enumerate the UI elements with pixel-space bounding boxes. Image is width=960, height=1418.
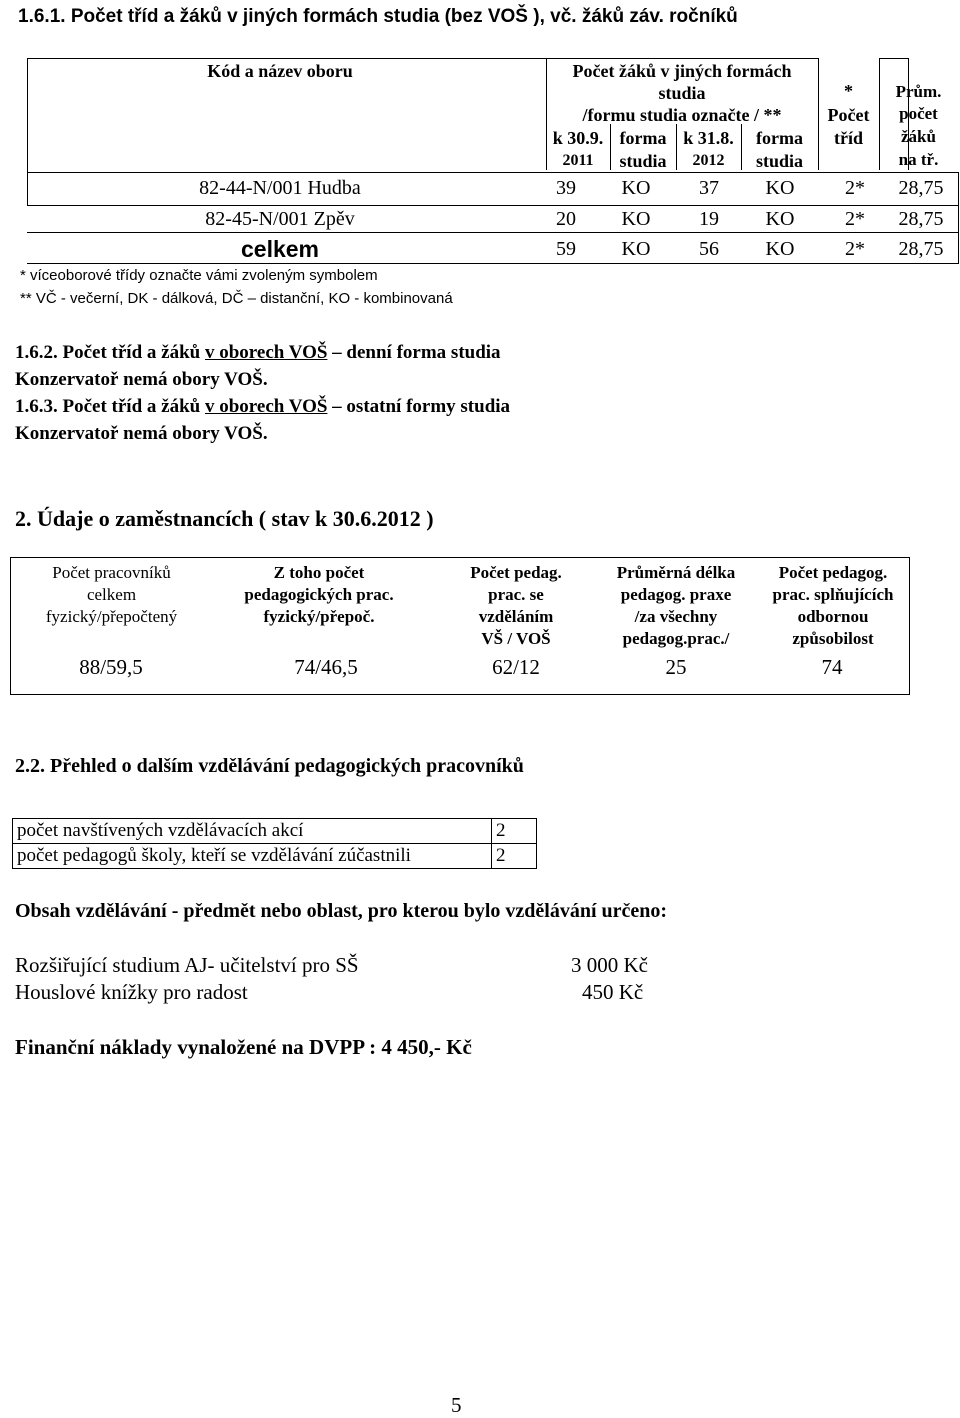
- obsah-heading: Obsah vzdělávání - předmět nebo oblast, pro kterou bylo vzdělávání určeno:: [15, 900, 668, 922]
- training-value: 2: [492, 819, 537, 844]
- section-heading-22: 2.2. Přehled o dalším vzdělávání pedagogických pracovníků: [15, 755, 524, 777]
- financni-naklady: Finanční náklady vynaložené na DVPP : 4 450,- Kč: [15, 1035, 472, 1059]
- value-pracovniku: 88/59,5: [79, 655, 143, 679]
- header-kod-nazev: Kód a název oboru: [207, 61, 353, 81]
- header-vzdelani-line4: VŠ / VOŠ: [481, 629, 551, 648]
- table-row-celkem-f2: KO: [765, 238, 795, 260]
- header-forma2-line2: studia: [755, 151, 804, 171]
- header-prum-line2: počet: [899, 104, 938, 123]
- header-vzdelani-line3: vzděláním: [478, 607, 554, 626]
- header-delka-line3: /za všechny: [634, 607, 718, 626]
- header-odbornou-line4: způsobilost: [792, 629, 874, 648]
- header-k3009-line1: k 30.9.: [552, 128, 604, 148]
- table-row-celkem-v2: 56: [699, 238, 719, 260]
- header-forma2-line1: forma: [756, 128, 803, 148]
- section-heading-162: [15, 342, 501, 364]
- table-row-zpev-v2: 19: [699, 208, 719, 230]
- footnote-forms: ** VČ - večerní, DK - dálková, DČ – distanční, KO - kombinovaná: [20, 290, 453, 307]
- header-ztoho-line3: fyzický/přepoč.: [263, 607, 375, 626]
- header-vzdelani: [441, 562, 591, 650]
- header-pocet-pracovniku: [19, 562, 204, 628]
- header-prum-line3: žáků: [901, 127, 936, 146]
- header-forma1-line1: forma: [619, 128, 667, 148]
- table-row-hudba-v1: 39: [556, 177, 576, 199]
- table-training: [12, 818, 537, 869]
- table-row-hudba-f1: KO: [621, 177, 651, 199]
- header-pocet-zaku: [546, 60, 818, 126]
- heading-163-prefix: 1.6.3. Počet tříd a žáků: [15, 396, 205, 417]
- training-label: počet navštívených vzdělávacích akcí: [13, 819, 492, 844]
- table-row: [13, 844, 537, 869]
- course-name: Rozšiřující studium AJ- učitelství pro SŠ: [15, 953, 359, 977]
- header-prumerna-delka: [601, 562, 751, 650]
- header-vzdelani-line2: prac. se: [488, 585, 544, 604]
- table-row-zpev-name: 82-45-N/001 Zpěv: [205, 208, 355, 230]
- training-value: 2: [492, 844, 537, 869]
- header-ztoho-line2: pedagogických prac.: [244, 585, 394, 604]
- table-row-celkem-prum: 28,75: [898, 238, 944, 260]
- heading-162-suffix: – denní forma studia: [327, 342, 501, 363]
- value-vzdelanim: 62/12: [492, 655, 540, 679]
- header-delka-line4: pedagog.prac./: [622, 629, 730, 648]
- course-cost: 450 Kč: [582, 980, 644, 1004]
- table-row-hudba-f2: KO: [765, 177, 795, 199]
- header-ztoho-line1: Z toho počet: [273, 563, 365, 582]
- text-163: Konzervatoř nemá obory VOŠ.: [15, 423, 268, 444]
- table-row-hudba-v2: 37: [699, 177, 719, 199]
- table-row-celkem-v1: 59: [556, 238, 576, 260]
- table-row-hudba-trid: 2*: [845, 177, 865, 199]
- table-row-zpev-trid: 2*: [845, 208, 865, 230]
- table-row-celkem-name: celkem: [240, 236, 319, 262]
- table-row-celkem-trid: 2*: [845, 238, 865, 260]
- section-heading-161: 1.6.1. Počet tříd a žáků v jiných formách studia (bez VOŠ ), vč. žáků záv. ročníků: [18, 6, 738, 27]
- table-row-celkem-f1: KO: [621, 238, 651, 260]
- header-delka-line1: Průměrná délka: [616, 563, 736, 582]
- table-row: [13, 819, 537, 844]
- training-label: počet pedagogů školy, kteří se vzdělávání zúčastnili: [13, 844, 492, 869]
- table-row-hudba-name: 82-44-N/001 Hudba: [199, 177, 361, 199]
- section-heading-163: [15, 396, 510, 418]
- header-k3009-line2: 2011: [562, 152, 594, 169]
- table-employees: [10, 557, 910, 695]
- header-k3108-line1: k 31.8.: [683, 128, 734, 148]
- header-pracovniku-line2: celkem: [86, 585, 137, 604]
- header-pracovniku-line1: Počet pracovníků: [52, 563, 171, 582]
- page-number: 5: [451, 1393, 462, 1417]
- header-pocet-trid-line3: tříd: [834, 128, 863, 148]
- header-delka-line2: pedagog. praxe: [620, 585, 732, 604]
- header-pocet-trid-line1: *: [844, 81, 853, 101]
- value-pedagogickych: 74/46,5: [294, 655, 358, 679]
- header-odbornou-line2: prac. splňujících: [772, 585, 894, 604]
- heading-163-underlined: v oborech VOŠ: [204, 396, 328, 417]
- header-pocet-zaku-line1: Počet žáků v jiných formách: [572, 61, 792, 81]
- value-odbornou: 74: [821, 655, 843, 679]
- header-k3108-line2: 2012: [692, 152, 725, 169]
- heading-162-prefix: 1.6.2. Počet tříd a žáků: [15, 342, 205, 363]
- course-name: Houslové knížky pro radost: [15, 980, 248, 1004]
- header-pocet-trid-line2: Počet: [827, 105, 870, 125]
- text-162: Konzervatoř nemá obory VOŠ.: [15, 369, 268, 390]
- value-prumerna-delka: 25: [665, 655, 687, 679]
- header-pocet-zaku-line3: /formu studia označte / **: [582, 105, 782, 125]
- heading-162-underlined: v oborech VOŠ: [204, 342, 328, 363]
- table-row-hudba-prum: 28,75: [898, 177, 944, 199]
- header-odbornou-line1: Počet pedagog.: [778, 563, 888, 582]
- header-prum-line4: na tř.: [898, 150, 939, 169]
- footnote-viceoborove: * víceoborové třídy označte vámi zvoleným symbolem: [20, 267, 378, 284]
- heading-163-suffix: – ostatní formy studia: [327, 396, 511, 417]
- table-row-zpev-v1: 20: [556, 208, 576, 230]
- table-row-zpev-f2: KO: [765, 208, 795, 230]
- header-prum-line1: Prům.: [895, 82, 942, 101]
- header-odbornou-line3: odbornou: [797, 607, 869, 626]
- header-z-toho: [229, 562, 409, 628]
- section-heading-2: 2. Údaje o zaměstnancích ( stav k 30.6.2012 ): [15, 506, 434, 531]
- course-cost: 3 000 Kč: [571, 953, 648, 977]
- header-odbornou: [759, 562, 907, 650]
- header-pocet-zaku-line2: studia: [658, 83, 706, 103]
- header-pracovniku-line3: fyzický/přepočtený: [45, 607, 178, 626]
- table-row-zpev-f1: KO: [621, 208, 651, 230]
- header-vzdelani-line1: Počet pedag.: [470, 563, 562, 582]
- header-forma1-line2: studia: [619, 151, 667, 171]
- table-row-zpev-prum: 28,75: [898, 208, 944, 230]
